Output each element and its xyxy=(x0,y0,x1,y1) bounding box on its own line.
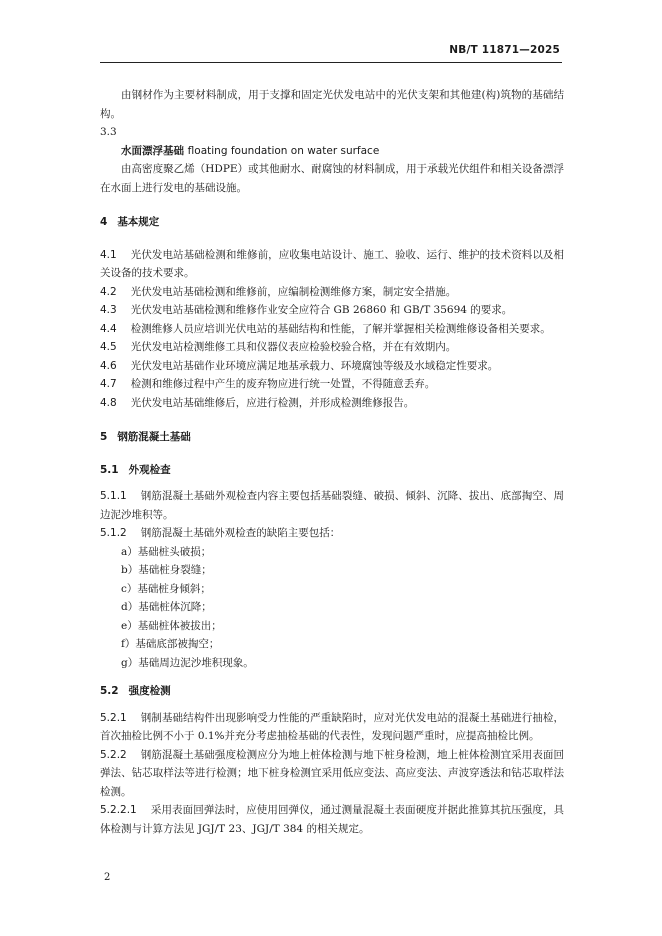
list-item: d）基础桩体沉降； xyxy=(121,601,212,613)
clause-4-4: 4.4 检测维修人员应培训光伏电站的基础结构和性能，了解并掌握相关检测维修设备相关要求。 xyxy=(100,322,551,335)
clause-4-2: 4.2 光伏发电站基础检测和维修前，应编制检测维修方案，制定安全措施。 xyxy=(100,285,457,298)
defect-list xyxy=(100,543,564,673)
section-4-number: 4 xyxy=(100,216,108,228)
section-5-2-number: 5.2 xyxy=(100,685,119,697)
term-3-3-en: floating foundation on water surface xyxy=(187,144,380,157)
list-item: c）基础桩身倾斜； xyxy=(121,582,211,595)
clause-4-1: 4.1 光伏发电站基础检测和维修前，应收集电站设计、施工、验收、运行、维护的技术资料以及相关设备的技术要求。 xyxy=(100,248,564,279)
clause-4-6: 4.6 光伏发电站基础作业环境应满足地基承载力、环境腐蚀等级及水域稳定性要求。 xyxy=(100,359,499,372)
section-5-2-heading xyxy=(100,682,564,701)
term-3-3-zh: 水面漂浮基础 xyxy=(121,144,184,157)
clause-5-2-1: 5.2.1 钢制基础结构件出现影响受力性能的严重缺陷时，应对光伏发电站的混凝土基础进行抽检，首次抽检比例不小于 0.1%并充分考虑抽检基础的代表性，发现问题严重时，应提高抽检比例。 xyxy=(100,711,564,742)
section-5-title: 钢筋混凝土基础 xyxy=(117,431,191,443)
list-item: e）基础桩体被拔出； xyxy=(121,619,222,632)
section-5-number: 5 xyxy=(100,431,108,443)
clause-5-1-1: 5.1.1 钢筋混凝土基础外观检查内容主要包括基础裂缝、破损、倾斜、沉降、拔出、底部掏空、周边泥沙堆积等。 xyxy=(100,490,564,521)
clause-4-3: 4.3 光伏发电站基础检测和维修作业安全应符合 GB 26860 和 GB/T 35694 的要求。 xyxy=(100,304,513,316)
clause-5-2-2: 5.2.2 钢筋混凝土基础强度检测应分为地上桩体检测与地下桩身检测，地上桩体检测宜采用表面回弹法、钻芯取样法等进行检测；地下桩身检测宜采用低应变法、高应变法、声波穿透法和钻芯取样法检测。 xyxy=(100,748,564,798)
list-item: b）基础桩身裂缝； xyxy=(121,564,212,576)
section-5-2-title: 强度检测 xyxy=(128,685,171,697)
clause-4-7: 4.7 检测和维修过程中产生的废弃物应进行统一处置，不得随意丢弃。 xyxy=(100,378,436,390)
section-4-title: 基本规定 xyxy=(117,216,160,228)
section-5-1-number: 5.1 xyxy=(100,463,119,476)
page-content xyxy=(100,86,564,838)
clause-5-2-2-1: 5.2.2.1 采用表面回弹法时，应使用回弹仪，通过测量混凝土表面硬度并据此推算其抗压强度，具体检测与计算方法见 JGJ/T 23、JGJ/T 384 的相关规定。 xyxy=(100,804,564,835)
clause-3-3-definition: 由高密度聚乙烯（HDPE）或其他耐水、耐腐蚀的材料制成，用于承载光伏组件和相关设备漂浮在水面上进行发电的基础设施。 xyxy=(100,163,564,194)
standard-number-header: NB/T 11871—2025 xyxy=(449,44,560,56)
list-item: f）基础底部被掏空； xyxy=(121,638,220,650)
clause-4-5: 4.5 光伏发电站检测维修工具和仪器仪表应检验校验合格，并在有效期内。 xyxy=(100,341,457,353)
list-item: a）基础桩头破损； xyxy=(121,545,212,558)
section-5-heading xyxy=(100,428,564,447)
section-5-1-title: 外观检查 xyxy=(128,463,171,476)
list-item: g）基础周边泥沙堆积现象。 xyxy=(121,656,254,669)
header-rule xyxy=(100,62,562,63)
clause-5-1-2: 5.1.2 钢筋混凝土基础外观检查的缺陷主要包括： xyxy=(100,527,341,539)
clause-3-3-number: 3.3 xyxy=(100,126,117,138)
section-5-1-heading xyxy=(100,461,564,480)
page-number: 2 xyxy=(104,872,111,883)
section-4-heading xyxy=(100,213,564,232)
clause-3-2-definition: 由钢材作为主要材料制成，用于支撑和固定光伏发电站中的光伏支架和其他建(构)筑物的基础结构。 xyxy=(100,89,564,120)
clause-4-8: 4.8 光伏发电站基础维修后，应进行检测，并形成检测维修报告。 xyxy=(100,396,415,409)
term-3-3-title xyxy=(100,142,564,161)
